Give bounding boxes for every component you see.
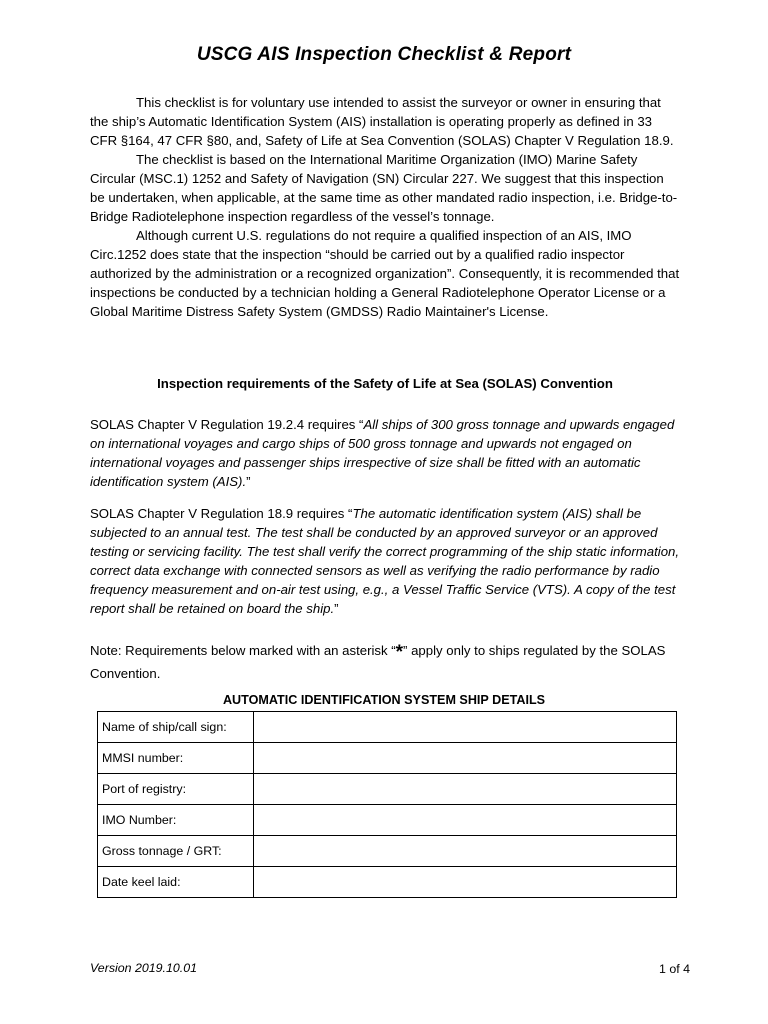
document-title: USCG AIS Inspection Checklist & Report [196, 44, 572, 65]
field-label: IMO Number: [98, 805, 254, 836]
note-lead: Note: Requirements below marked with an asterisk “ [90, 643, 396, 658]
footer-version: Version 2019.10.01 [90, 961, 198, 975]
intro-text [90, 93, 680, 321]
field-value-cell[interactable] [254, 743, 677, 774]
field-label: Name of ship/call sign: [98, 712, 254, 743]
field-value-cell[interactable] [254, 867, 677, 898]
solas-regulation-18-paragraph [90, 504, 680, 618]
table-row [98, 774, 677, 805]
note-trail: ” apply only to ships regulated by the SOLAS Convention. [90, 643, 666, 681]
regulation-lead: SOLAS Chapter V Regulation 18.9 requires “ [90, 506, 353, 521]
ship-details-table [97, 711, 677, 898]
solas-section-heading: Inspection requirements of the Safety of Life at Sea (SOLAS) Convention [157, 376, 613, 391]
field-value-cell[interactable] [254, 774, 677, 805]
intro-paragraph: This checklist is for voluntary use intended to assist the surveyor or owner in ensuring that the ship’s Automatic Identification System (AIS) installation is operating properly as defined in 33 CFR §164, 47 CFR §80, and, Safety of Life at Sea Convention (SOLAS) Chapter V Regulation 18.9. [90, 95, 674, 148]
field-value-cell[interactable] [254, 712, 677, 743]
intro-paragraph: The checklist is based on the International Maritime Organization (IMO) Marine Safety Circular (MSC.1) 1252 and Safety of Navigation (SN) Circular 227. We suggest that this inspection be undertaken, when applicable, at the same time as other mandated radio inspection, i.e. Bridge-to-Bridge Radiotelephone inspection regardless of the vessel’s tonnage. [90, 152, 678, 224]
field-label: Gross tonnage / GRT: [98, 836, 254, 867]
regulation-close: ” [334, 601, 339, 616]
field-value-cell[interactable] [254, 836, 677, 867]
table-row [98, 743, 677, 774]
regulation-lead: SOLAS Chapter V Regulation 19.2.4 requires “ [90, 417, 364, 432]
table-row [98, 805, 677, 836]
page-number: 1 of 4 [658, 962, 690, 976]
ship-details-title: AUTOMATIC IDENTIFICATION SYSTEM SHIP DETAILS [222, 693, 546, 707]
field-label: MMSI number: [98, 743, 254, 774]
table-row [98, 712, 677, 743]
table-row [98, 836, 677, 867]
table-row [98, 867, 677, 898]
regulation-quote: The automatic identification system (AIS) shall be subjected to an annual test. The test shall be conducted by an approved surveyor or an approved testing or servicing facility. The test shall verify the correct programming of the ship static information, correct data exchange with connected sensors as well as verifying the radio performance by radio frequency measurement and on-air test using, e.g., a Vessel Traffic Service (VTS). A copy of the test report shall be retained on board the ship. [90, 506, 680, 616]
asterisk-marker: * [395, 642, 404, 663]
intro-paragraph: Although current U.S. regulations do not require a qualified inspection of an AIS, IMO Circ.1252 does state that the inspection “should be carried out by a qualified radio inspector authorized by the administration or a recognized organization”. Consequently, it is recommended that inspections be conducted by a technician holding a General Radiotelephone Operator License or a Global Maritime Distress Safety System (GMDSS) Radio Maintainer's License. [90, 228, 680, 319]
regulation-quote: All ships of 300 gross tonnage and upwards engaged on international voyages and cargo ships of 500 gross tonnage and upwards not engaged on international voyages and passenger ships irrespective of size shall be fitted with an automatic identification system (AIS). [90, 417, 675, 489]
asterisk-note [90, 640, 680, 684]
field-label: Port of registry: [98, 774, 254, 805]
field-label: Date keel laid: [98, 867, 254, 898]
solas-regulation-19-paragraph [90, 415, 680, 491]
regulation-close: ” [246, 474, 251, 489]
field-value-cell[interactable] [254, 805, 677, 836]
